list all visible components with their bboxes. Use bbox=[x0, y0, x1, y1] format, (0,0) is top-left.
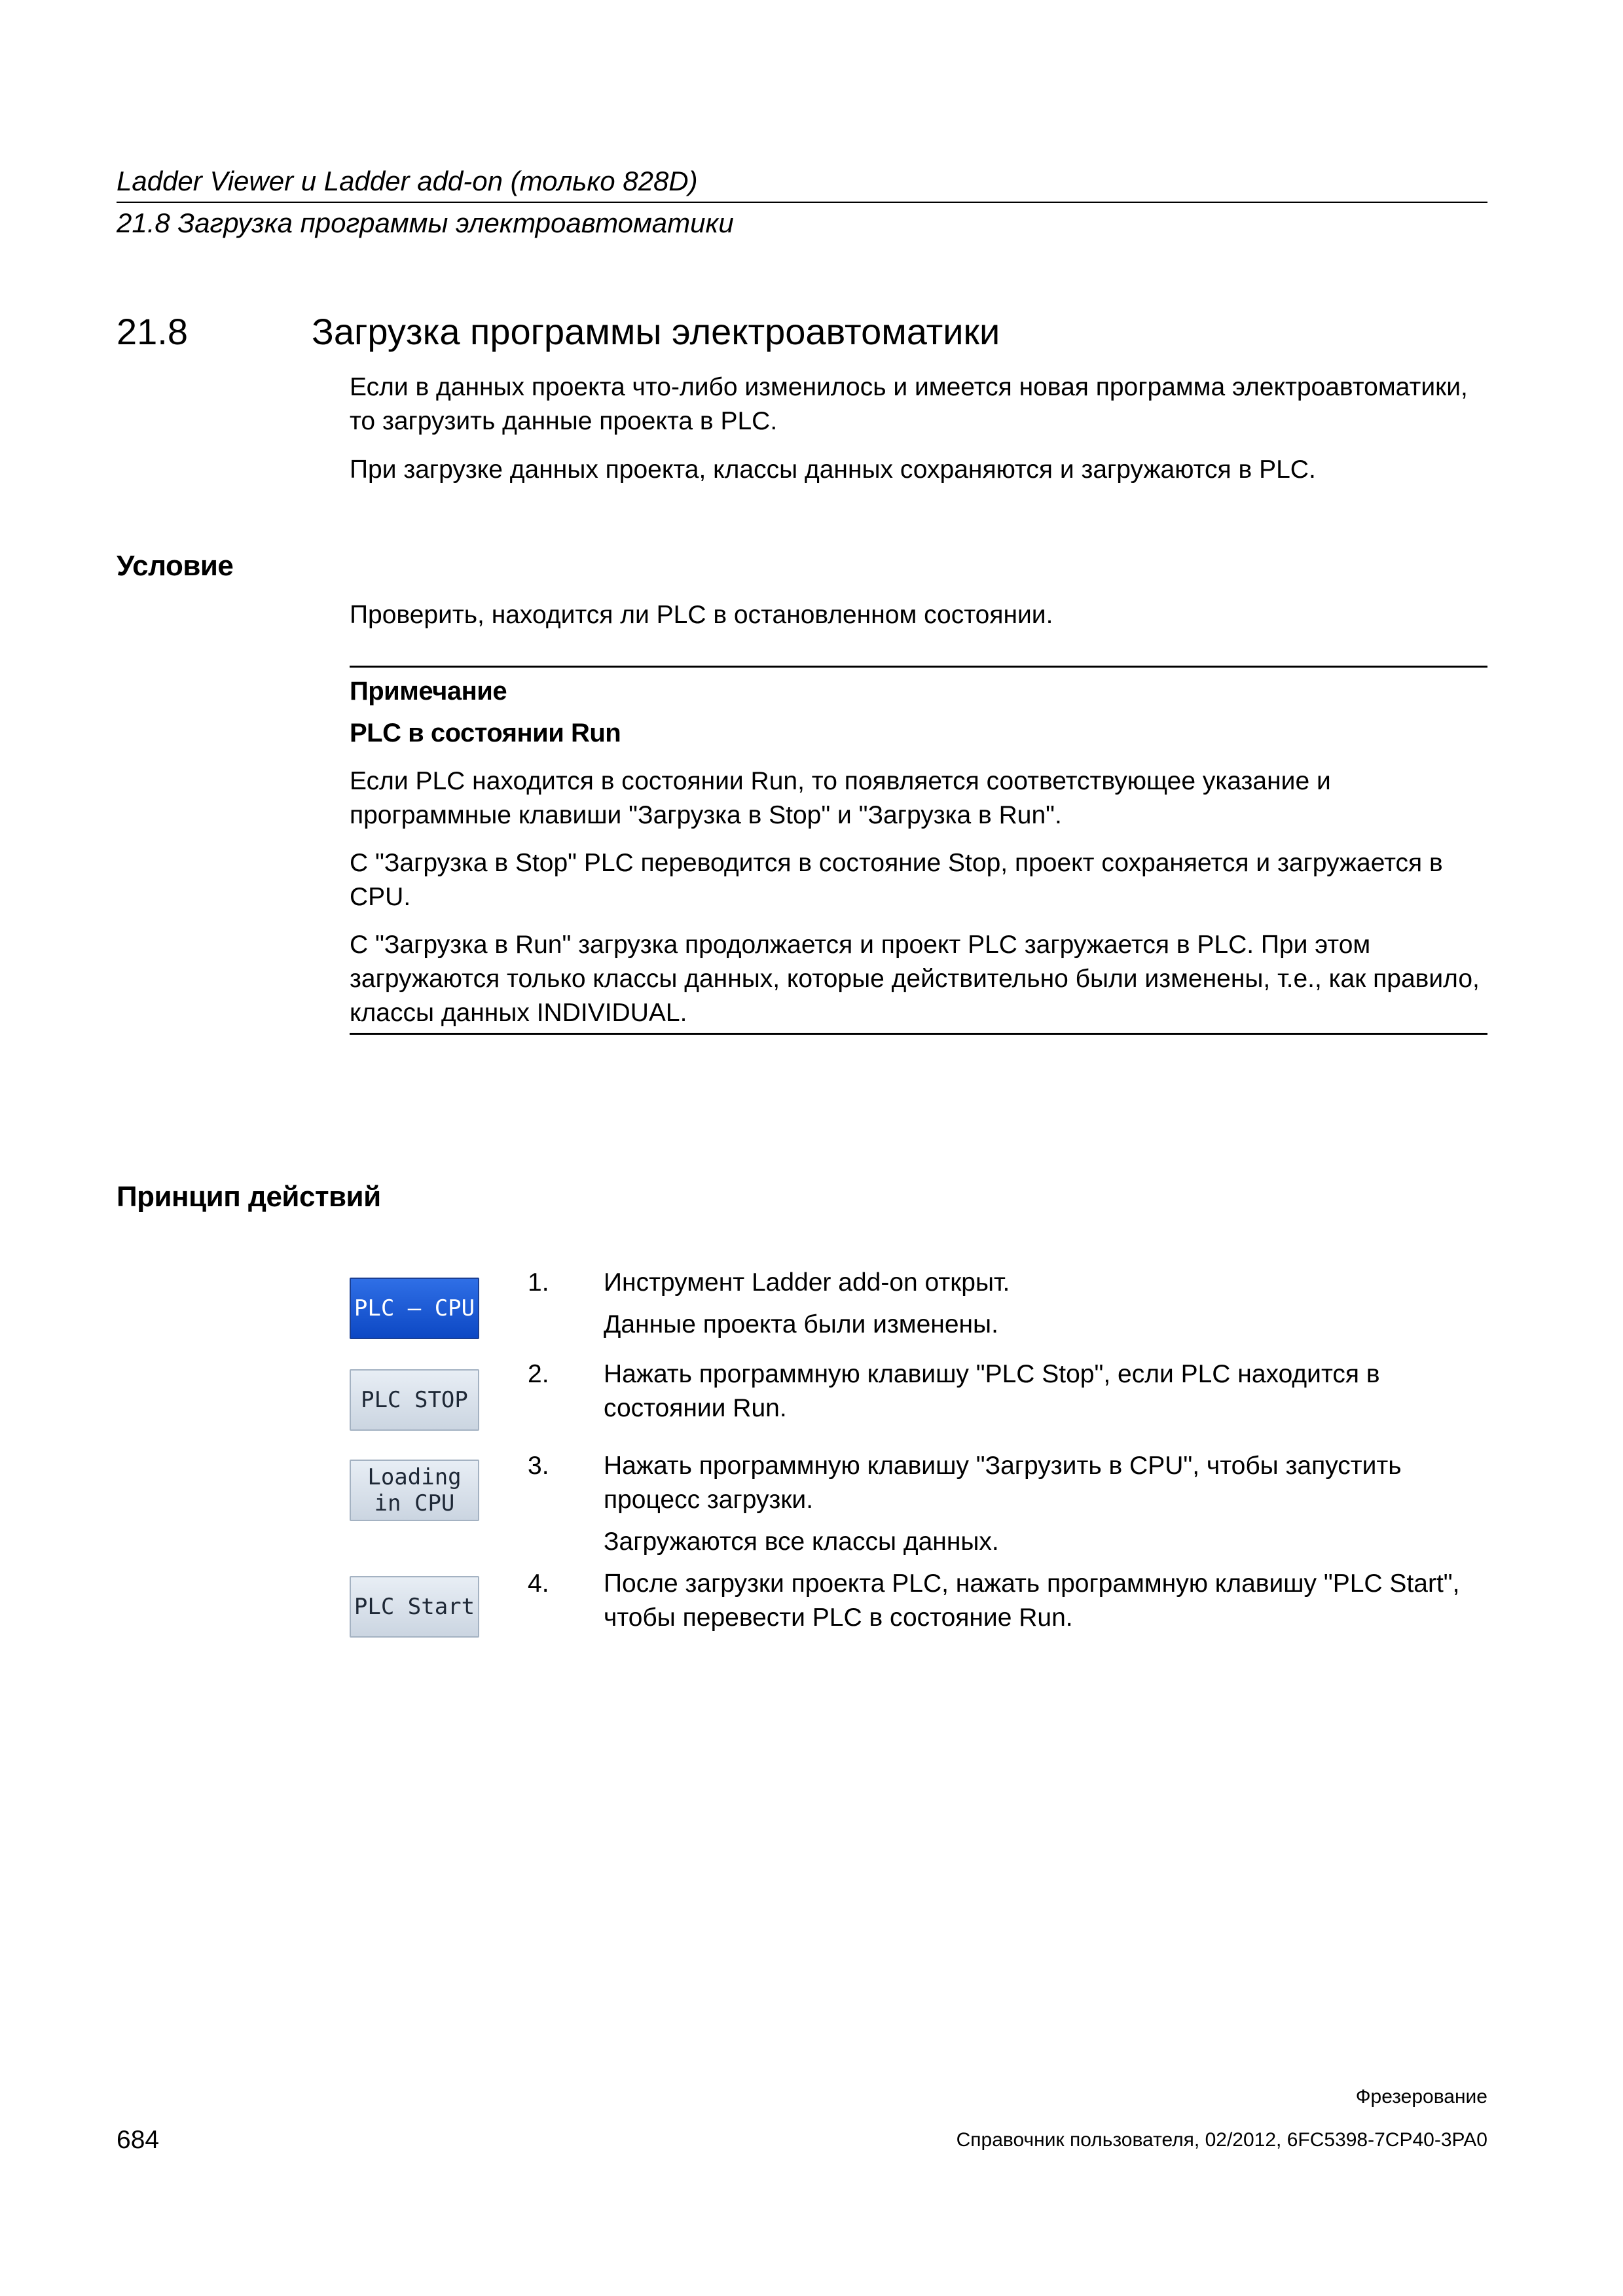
step-number-3: 3. bbox=[528, 1452, 549, 1480]
note-paragraph-3: С "Загрузка в Run" загрузка продолжается и проект PLC загружается в PLC. При этом загружаются только классы данных, которые действительно были изменены, т.е., как правило, классы данных INDIVIDUAL. bbox=[350, 931, 1480, 1027]
step-number-4: 4. bbox=[528, 1570, 549, 1598]
running-header-title: Ladder Viewer и Ladder add-on (только 828D) bbox=[117, 166, 698, 196]
plc-stop-softkey[interactable]: PLC STOP bbox=[350, 1369, 479, 1431]
note-paragraph-1: Если PLC находится в состоянии Run, то появляется соответствующее указание и программные клавиши "Загрузка в Stop" и "Загрузка в Run". bbox=[350, 767, 1331, 829]
loading-in-cpu-softkey[interactable]: Loading in CPU bbox=[350, 1460, 479, 1521]
intro-paragraph-2: При загрузке данных проекта, классы данных сохраняются и загружаются в PLC. bbox=[350, 456, 1316, 484]
condition-heading: Условие bbox=[117, 550, 234, 582]
step-text-3: Нажать программную клавишу "Загрузить в CPU", чтобы запустить процесс загрузки. bbox=[604, 1452, 1402, 1514]
page-number: 684 bbox=[117, 2126, 160, 2154]
plc-start-softkey[interactable]: PLC Start bbox=[350, 1576, 479, 1638]
note-bottom-rule bbox=[350, 1033, 1487, 1035]
footer-product: Фрезерование bbox=[1355, 2086, 1487, 2108]
section-title: Загрузка программы электроавтоматики bbox=[312, 311, 1000, 352]
step-text-1b: Данные проекта были изменены. bbox=[604, 1310, 998, 1338]
step-text-1: Инструмент Ladder add-on открыт. bbox=[604, 1268, 1010, 1297]
section-number: 21.8 bbox=[117, 311, 188, 352]
note-top-rule bbox=[350, 666, 1487, 668]
note-paragraph-2: С "Загрузка в Stop" PLC переводится в состояние Stop, проект сохраняется и загружается в CPU. bbox=[350, 849, 1443, 911]
note-title: PLC в состоянии Run bbox=[350, 719, 621, 747]
procedure-heading: Принцип действий bbox=[117, 1181, 381, 1213]
plc-cpu-softkey[interactable]: PLC – CPU bbox=[350, 1278, 479, 1339]
step-text-4: После загрузки проекта PLC, нажать программную клавишу "PLC Start", чтобы перевести PLC в состояние Run. bbox=[604, 1570, 1460, 1632]
running-header-section: 21.8 Загрузка программы электроавтоматики bbox=[117, 207, 734, 238]
step-number-1: 1. bbox=[528, 1268, 549, 1297]
step-number-2: 2. bbox=[528, 1360, 549, 1388]
note-label: Примечание bbox=[350, 677, 507, 706]
header-rule bbox=[117, 202, 1487, 203]
condition-text: Проверить, находится ли PLC в остановленном состоянии. bbox=[350, 601, 1053, 629]
intro-paragraph-1: Если в данных проекта что-либо изменилось и имеется новая программа электроавтоматики, то загрузить данные проекта в PLC. bbox=[350, 373, 1468, 435]
step-text-3b: Загружаются все классы данных. bbox=[604, 1528, 999, 1556]
footer-manual-info: Справочник пользователя, 02/2012, 6FC5398-7CP40-3PA0 bbox=[956, 2129, 1487, 2151]
step-text-2: Нажать программную клавишу "PLC Stop", если PLC находится в состоянии Run. bbox=[604, 1360, 1380, 1422]
